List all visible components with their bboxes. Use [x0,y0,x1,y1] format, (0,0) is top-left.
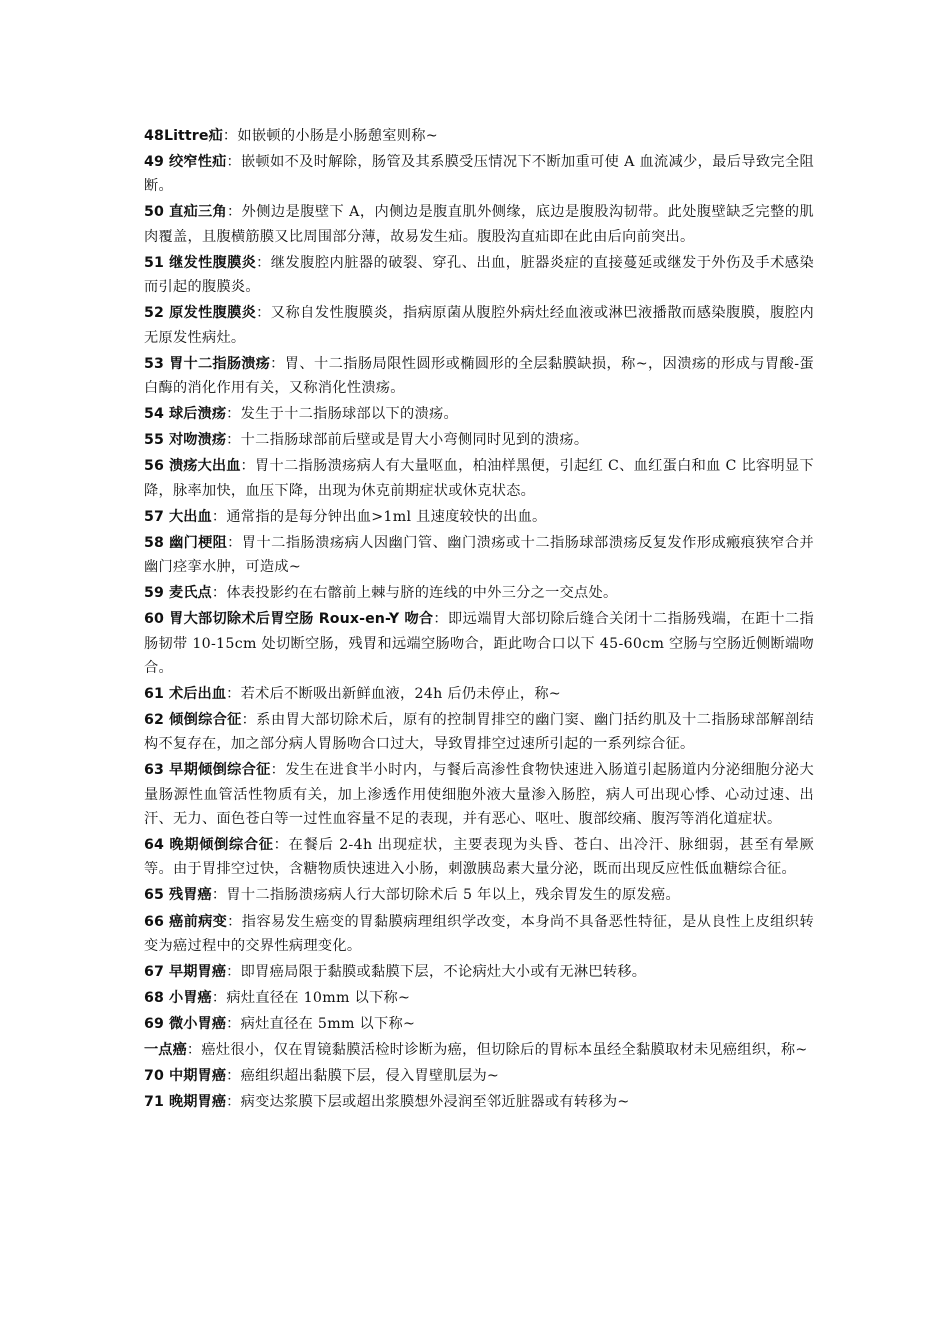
entry-separator: ： [211,585,227,602]
entry-definition: 通常指的是每分钟出血>1ml 且速度较快的出血。 [226,508,547,525]
entry-definition: 病灶直径在 5mm 以下称~ [240,1016,416,1033]
entry-separator: ： [433,611,449,628]
entry-separator: ： [222,128,238,144]
entry-definition: 指容易发生癌变的胃黏膜病理组织学改变，本身尚不具备恶性特征，是从良性上皮组织转变为癌过程中的交界性病理变化。 [144,913,815,954]
entry-definition: 胃十二指肠溃疡病人因幽门管、幽门溃疡或十二指肠球部溃疡反复发作形成瘢痕狭窄合并幽门痉挛水肿，可造成~ [144,534,815,576]
glossary-entry [144,200,814,249]
entry-separator: ： [227,534,242,551]
glossary-entry [144,301,814,350]
entry-definition: 癌组织超出黏膜下层，侵入胃壁肌层为~ [240,1068,500,1085]
entry-definition: 病灶直径在 10mm 以下称~ [226,990,411,1007]
entry-term: 61 术后出血 [144,685,227,702]
glossary-entry [144,960,814,984]
entry-term: 53 胃十二指肠溃疡 [144,355,271,372]
glossary-entry [144,402,814,426]
entry-separator: ： [211,990,227,1007]
entry-definition: 十二指肠球部前后壁或是胃大小弯侧同时见到的溃疡。 [240,432,589,449]
glossary-list [144,124,814,1115]
entry-term: 69 微小胃癌 [144,1016,227,1033]
entry-definition: 癌灶很小，仅在胃镜黏膜活检时诊断为癌，但切除后的胃标本虽经全黏膜取材未见癌组织，称~ [201,1042,808,1059]
entry-term: 62 倾倒综合征 [144,711,242,728]
glossary-entry [144,1090,814,1114]
glossary-entry [144,910,814,959]
entry-term: 67 早期胃癌 [144,963,227,980]
glossary-entry [144,531,814,580]
entry-definition: 如嵌顿的小肠是小肠憩室则称~ [237,128,438,144]
entry-term: 49 绞窄性疝 [144,154,227,171]
entry-separator: ： [226,154,241,171]
entry-definition: 体表投影约在右髂前上棘与脐的连线的中外三分之一交点处。 [226,585,618,602]
entry-definition: 胃、十二指肠局限性圆形或椭圆形的全层黏膜缺损，称~，因溃疡的形成与胃酸-蛋白酶的消化作用有关，又称消化性溃疡。 [144,355,814,396]
glossary-entry [144,124,814,148]
glossary-entry [144,352,814,401]
document-page [144,124,814,1117]
entry-definition: 继发腹腔内脏器的破裂、穿孔、出血，脏器炎症的直接蔓延或继发于外伤及手术感染而引起的腹膜炎。 [144,254,814,296]
entry-separator: ： [226,1016,241,1033]
glossary-entry [144,1064,814,1088]
glossary-entry [144,607,814,680]
entry-definition: 系由胃大部切除术后，原有的控制胃排空的幽门窦、幽门括约肌及十二指肠球部解剖结构不复存在，加之部分病人胃肠吻合口过大，导致胃排空过速所引起的一系列综合征。 [144,711,814,753]
entry-term: 65 残胃癌 [144,887,212,904]
entry-term: 52 原发性腹膜炎 [144,305,257,322]
glossary-entry [144,581,814,605]
entry-separator: ： [226,1094,241,1111]
glossary-entry [144,883,814,907]
entry-separator: ： [226,963,241,980]
entry-definition: 即远端胃大部切除后缝合关闭十二指肠残端，在距十二指肠韧带 10-15cm 处切断空肠，残胃和远端空肠吻合，距此吻合口以下 45-60cm 空肠与空肠近侧断端吻合。 [144,611,814,676]
entry-definition: 嵌顿如不及时解除，肠管及其系膜受压情况下不断加重可使 A 血流减少，最后导致完全阻断。 [144,154,814,195]
entry-term: 54 球后溃疡 [144,406,227,423]
glossary-entry [144,454,814,503]
entry-term: 60 胃大部切除术后胃空肠 Roux-en-Y 吻合 [144,611,434,628]
entry-separator: ： [227,913,242,930]
entry-term: 58 幽门梗阻 [144,534,228,551]
entry-term: 68 小胃癌 [144,990,212,1007]
entry-separator: ： [270,355,285,372]
entry-separator: ： [211,508,227,525]
entry-term: 59 麦氏点 [144,585,212,602]
entry-definition: 又称自发性腹膜炎，指病原菌从腹腔外病灶经血液或淋巴液播散而感染腹膜，腹腔内无原发性病灶。 [144,305,814,346]
entry-separator: ： [273,837,289,854]
entry-term: 63 早期倾倒综合征 [144,762,271,779]
entry-definition: 发生在进食半小时内，与餐后高渗性食物快速进入肠道引起肠道内分泌细胞分泌大量肠源性血管活性物质有关，加上渗透作用使细胞外液大量渗入肠腔，病人可出现心悸、心动过速、出汗、无力、面色苍白等一过性血容量不足的表现，并有恶心、呕吐、腹部绞痛、腹泻等消化道症状。 [144,762,814,827]
entry-definition: 发生于十二指肠球部以下的溃疡。 [240,406,458,423]
entry-term: 一点癌 [144,1042,187,1059]
entry-separator: ： [270,762,286,779]
entry-definition: 病变达浆膜下层或超出浆膜想外浸润至邻近脏器或有转移为~ [240,1094,630,1111]
entry-separator: ： [226,1068,241,1085]
glossary-entry [144,251,814,300]
glossary-entry [144,1038,814,1062]
entry-term: 66 癌前病变 [144,913,228,930]
entry-separator: ： [226,406,241,423]
entry-separator: ： [256,305,271,322]
entry-separator: ： [240,458,256,475]
glossary-entry [144,505,814,529]
entry-term: 51 继发性腹膜炎 [144,254,257,271]
entry-term: 71 晚期胃癌 [144,1094,227,1111]
entry-term: 57 大出血 [144,508,212,525]
glossary-entry [144,682,814,706]
glossary-entry [144,758,814,831]
entry-term: 64 晚期倾倒综合征 [144,837,274,854]
glossary-entry [144,150,814,199]
entry-separator: ： [226,432,241,449]
glossary-entry [144,708,814,757]
entry-term: 50 直疝三角 [144,204,227,221]
glossary-entry [144,986,814,1010]
entry-separator: ： [256,254,271,271]
entry-separator: ： [241,711,257,728]
entry-definition: 胃十二指肠溃疡病人有大量呕血，柏油样黑便，引起红 C、血红蛋白和血 C 比容明显下降，脉率加快，血压下降，出现为休克前期症状或休克状态。 [144,458,815,499]
glossary-entry [144,833,814,882]
entry-term: 48Littre疝 [144,128,223,144]
entry-definition: 外侧边是腹壁下 A，内侧边是腹直肌外侧缘，底边是腹股沟韧带。此处腹壁缺乏完整的肌肉覆盖，且腹横筋膜又比周围部分薄，故易发生疝。腹股沟直疝即在此由后向前突出。 [144,204,814,245]
entry-term: 70 中期胃癌 [144,1068,227,1085]
entry-definition: 在餐后 2-4h 出现症状，主要表现为头昏、苍白、出冷汗、脉细弱，甚至有晕厥等。由于胃排空过快，含糖物质快速进入小肠，刺激胰岛素大量分泌，既而出现反应性低血糖综合征。 [144,837,814,878]
entry-separator: ： [186,1042,202,1059]
entry-term: 55 对吻溃疡 [144,432,227,449]
entry-definition: 胃十二指肠溃疡病人行大部切除术后 5 年以上，残余胃发生的原发癌。 [226,887,680,904]
entry-term: 56 溃疡大出血 [144,458,241,475]
glossary-entry [144,428,814,452]
entry-separator: ： [226,685,241,702]
glossary-entry [144,1012,814,1036]
entry-definition: 若术后不断吸出新鲜血液，24h 后仍未停止，称~ [240,685,561,702]
entry-separator: ： [226,204,242,221]
entry-separator: ： [211,887,227,904]
entry-definition: 即胃癌局限于黏膜或黏膜下层，不论病灶大小或有无淋巴转移。 [240,963,647,980]
